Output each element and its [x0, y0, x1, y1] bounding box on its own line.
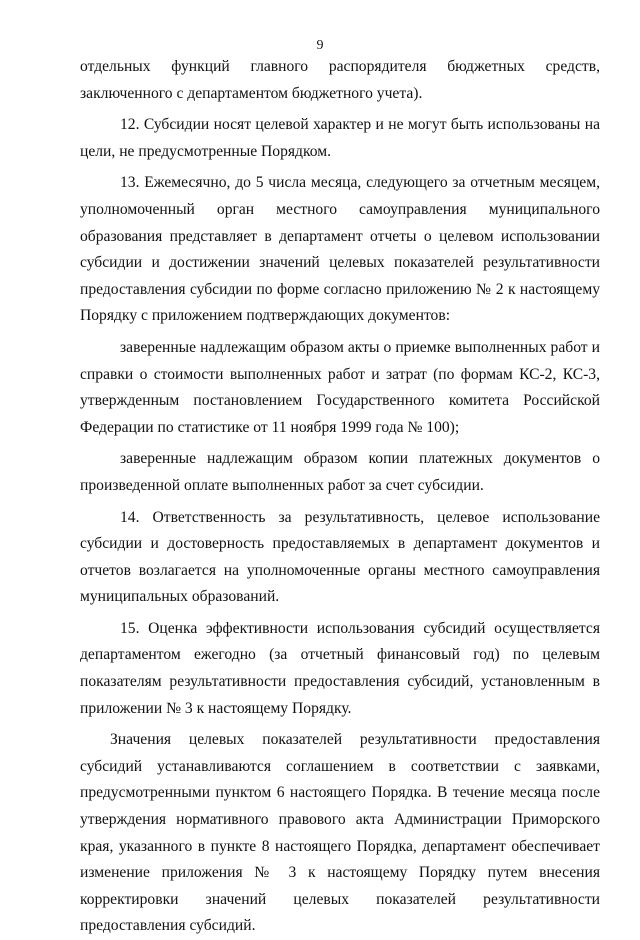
- paragraph-clause-13: 13. Ежемесячно, до 5 числа месяца, следующего за отчетным месяцем, уполномоченный орган местного самоуправления муниципального образования представляет в департамент отчеты о целевом использовании субсидии и достижении значений целевых показателей результативности предоставления субсидии по форме согласно приложению № 2 к настоящему Порядку с приложением подтверждающих документов:: [80, 174, 600, 325]
- paragraph-target-values: Значения целевых показателей результативности предоставления субсидий устанавливаются соглашением в соответствии с заявками, предусмотренными пунктом 6 настоящего Порядка. В течение месяца после утверждения нормативного правового акта Администрации Приморского края, указанного в пункте 8 настоящего Порядка, департамент обеспечивает изменение приложения № 3 к настоящему Порядку путем внесения корректировки значений целевых показателей результативности предоставления субсидий.: [80, 731, 600, 935]
- page-number: 9: [316, 38, 324, 53]
- paragraph-continuation: отдельных функций главного распорядителя бюджетных средств, заключенного с департаментом бюджетного учета).: [80, 58, 600, 102]
- document-body: [80, 54, 600, 940]
- paragraph-clause-12: 12. Субсидии носят целевой характер и не могут быть использованы на цели, не предусмотренные Порядком.: [80, 116, 600, 160]
- paragraph-clause-15: 15. Оценка эффективности использования субсидий осуществляется департаментом ежегодно (за отчетный финансовый год) по целевым показателям результативности предоставления субсидий, установленным в приложении № 3 к настоящему Порядку.: [80, 619, 600, 717]
- paragraph-clause-13-item-payments: заверенные надлежащим образом копии платежных документов о произведенной оплате выполненных работ за счет субсидии.: [80, 450, 600, 494]
- paragraph-clause-14: 14. Ответственность за результативность, целевое использование субсидии и достоверность предоставляемых в департамент документов и отчетов возлагается на уполномоченные органы местного самоуправления муниципальных образований.: [80, 508, 600, 606]
- paragraph-clause-13-item-acts: заверенные надлежащим образом акты о приемке выполненных работ и справки о стоимости выполненных работ и затрат (по формам КС-2, КС-3, утвержденным постановлением Государственного комитета Российской Федерации по статистике от 11 ноября 1999 года № 100);: [80, 338, 600, 436]
